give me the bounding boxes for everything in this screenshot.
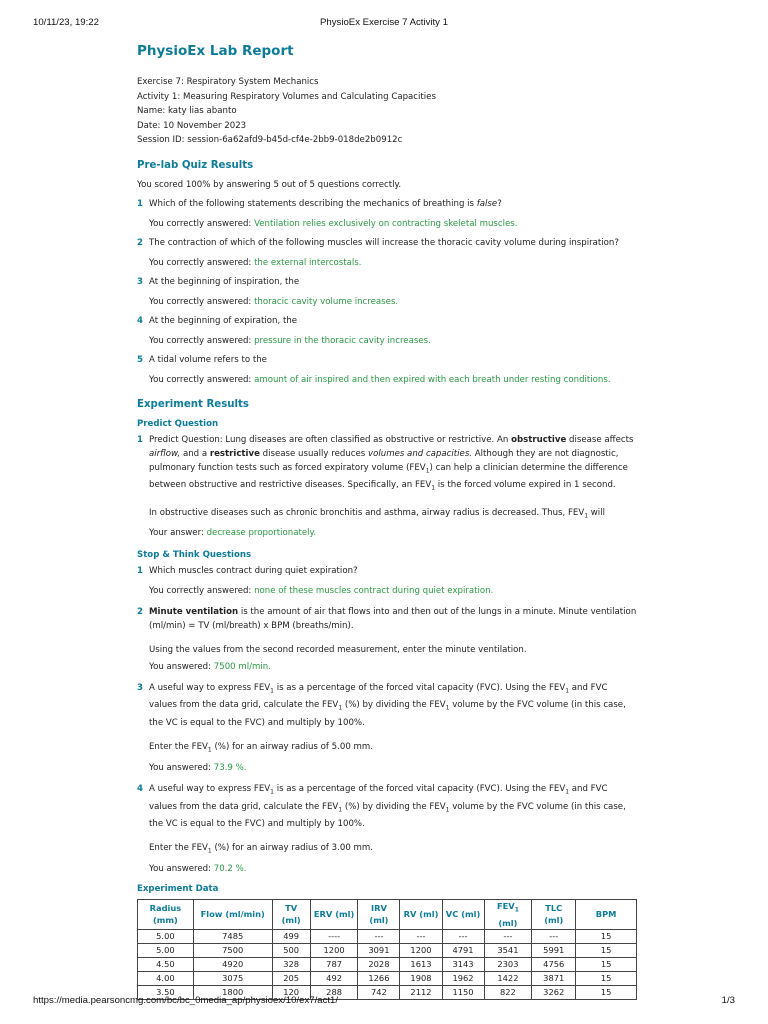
prelab-question-2 (137, 236, 637, 270)
col-bpm: BPM (576, 899, 637, 929)
stop-think-question-3 (137, 681, 637, 775)
experiment-data-table (137, 899, 637, 1000)
page-number: 1/3 (721, 995, 735, 1006)
question-number: 1 (137, 198, 143, 209)
question-number: 5 (137, 354, 143, 365)
col-tlc: TLC (ml) (532, 899, 576, 929)
question-text: Which muscles contract during quiet expiration? (149, 565, 358, 576)
col-flow: Flow (ml/min) (193, 899, 272, 929)
stop-think-question-4 (137, 782, 637, 876)
col-irv: IRV (ml) (358, 899, 400, 929)
question-answer: You correctly answered: amount of air inspired and then expired with each breath under resting conditions. (149, 374, 611, 385)
table-row: 3.50 1800 120 288 742 2112 1150 822 3262 15 (138, 985, 637, 999)
question-number: 4 (137, 315, 143, 326)
report-title: PhysioEx Lab Report (137, 43, 294, 59)
question-text: A useful way to express $FEV_1$ is as a percentage of the forced vital capacity (FVC). Using the $FEV_1$ and FVC values from the data grid, calculate the $FEV_1$ (%) by dividing the $FEV_1$ volume by the FVC volume (in this case, the VC is equal to the FVC) and multiply by 100%. (149, 682, 626, 729)
question-answer: You correctly answered: Ventilation relies exclusively on contracting skeletal muscles. (149, 218, 518, 229)
table-row: 4.00 3075 205 492 1266 1908 1962 1422 3871 15 (138, 971, 637, 985)
prelab-question-4 (137, 314, 637, 348)
question-answer: You correctly answered: thoracic cavity volume increases. (149, 296, 399, 307)
prelab-question-1 (137, 197, 637, 231)
meta-session-id: Session ID: session-6a62afd9-b45d-cf4e-2bb9-018de2b0912c (137, 135, 403, 145)
experiment-data-heading: Experiment Data (137, 883, 219, 894)
question-prompt: Enter the $FEV_1$ (%) for an airway radius of 3.00 mm. (149, 843, 373, 855)
table-row: 4.50 4920 328 787 2028 1613 3143 2303 4756 15 (138, 957, 637, 971)
question-text: At the beginning of expiration, the (149, 315, 298, 326)
question-number: 2 (137, 237, 143, 248)
predict-heading: Predict Question (137, 418, 219, 429)
table-header-row (138, 899, 637, 929)
meta-exercise: Exercise 7: Respiratory System Mechanics (137, 77, 319, 87)
question-prompt: Using the values from the second recorded measurement, enter the minute ventilation. (149, 644, 527, 655)
predict-question (137, 433, 637, 540)
print-footer (33, 995, 735, 1009)
meta-name: Name: katy lias abanto (137, 106, 237, 116)
stop-think-question-1 (137, 564, 637, 598)
table-row: 5.00 7485 499 ---- --- --- --- --- --- 15 (138, 929, 637, 943)
question-text: Which of the following statements describing the mechanics of breathing is false? (149, 198, 502, 209)
col-erv: ERV (ml) (310, 899, 358, 929)
print-title: PhysioEx Exercise 7 Activity 1 (320, 17, 448, 28)
meta-activity: Activity 1: Measuring Respiratory Volumes and Calculating Capacities (137, 91, 436, 102)
question-answer: You correctly answered: none of these muscles contract during quiet expiration. (149, 585, 494, 596)
col-radius: Radius (mm) (138, 899, 194, 929)
question-text: The contraction of which of the following muscles will increase the thoracic cavity volume during inspiration? (149, 237, 619, 248)
question-text: Minute ventilation is the amount of air that flows into and then out of the lungs in a minute. Minute ventilation (ml/min) = TV (ml/breath) x BPM (breaths/min). (149, 606, 637, 631)
question-text: At the beginning of inspiration, the (149, 276, 300, 287)
predict-answer: Your answer: decrease proportionately. (149, 527, 317, 538)
print-header (33, 17, 735, 31)
predict-text: Predict Question: Lung diseases are often classified as obstructive or restrictive. An obstructive disease affects airflow, and a restrictive disease usually reduces volumes and capacities. Although they are not diagnostic, pulmonary function tests such as forced expiratory volume $(FEV_1)$ can help a clinician determine the difference between obstructive and restrictive diseases. Specifically, an $FEV_1$ is the forced volume expired in 1 second. (149, 434, 634, 492)
question-number: 1 (137, 565, 143, 576)
prelab-score: You scored 100% by answering 5 out of 5 questions correctly. (137, 179, 402, 190)
question-number: 2 (137, 606, 143, 617)
stop-think-question-2 (137, 605, 637, 674)
col-vc: VC (ml) (442, 899, 484, 929)
question-prompt: Enter the $FEV_1$ (%) for an airway radius of 5.00 mm. (149, 742, 373, 754)
table-row: 5.00 7500 500 1200 3091 1200 4791 3541 5991 15 (138, 943, 637, 957)
report-meta (137, 75, 637, 148)
print-datetime: 10/11/23, 19:22 (33, 17, 99, 28)
prelab-question-5 (137, 353, 637, 387)
question-answer: You answered: 70.2 %. (149, 863, 247, 874)
experiment-heading: Experiment Results (137, 398, 249, 410)
prelab-question-3 (137, 275, 637, 309)
meta-date: Date: 10 November 2023 (137, 120, 247, 131)
col-tv: TV (ml) (272, 899, 310, 929)
question-number: 4 (137, 783, 143, 794)
question-number: 3 (137, 276, 143, 287)
predict-question-prompt: In obstructive diseases such as chronic bronchitis and asthma, airway radius is decreased. Thus, $FEV_1$ will (149, 507, 605, 520)
question-answer: You correctly answered: pressure in the thoracic cavity increases. (149, 335, 431, 346)
col-fev1: $FEV_1$ (ml) (484, 899, 532, 929)
stop-think-heading: Stop & Think Questions (137, 549, 252, 560)
page-url: https://media.pearsoncmg.com/bc/bc_0media_ap/physioex/10/ex7/act1/ (33, 995, 339, 1006)
question-number: 1 (137, 434, 143, 445)
question-answer: You answered: 73.9 %. (149, 762, 247, 773)
question-answer: You answered: 7500 ml/min. (149, 661, 271, 672)
report-content (137, 40, 637, 1000)
question-number: 3 (137, 682, 143, 693)
question-text: A tidal volume refers to the (149, 354, 267, 365)
question-answer: You correctly answered: the external intercostals. (149, 257, 362, 268)
question-text: A useful way to express $FEV_1$ is as a percentage of the forced vital capacity (FVC). Using the $FEV_1$ and FVC values from the data grid, calculate the $FEV_1$ (%) by dividing the $FEV_1$ volume by the FVC volume (in this case, the VC is equal to the FVC) and multiply by 100%. (149, 783, 626, 830)
prelab-heading: Pre-lab Quiz Results (137, 159, 254, 171)
col-rv: RV (ml) (400, 899, 442, 929)
